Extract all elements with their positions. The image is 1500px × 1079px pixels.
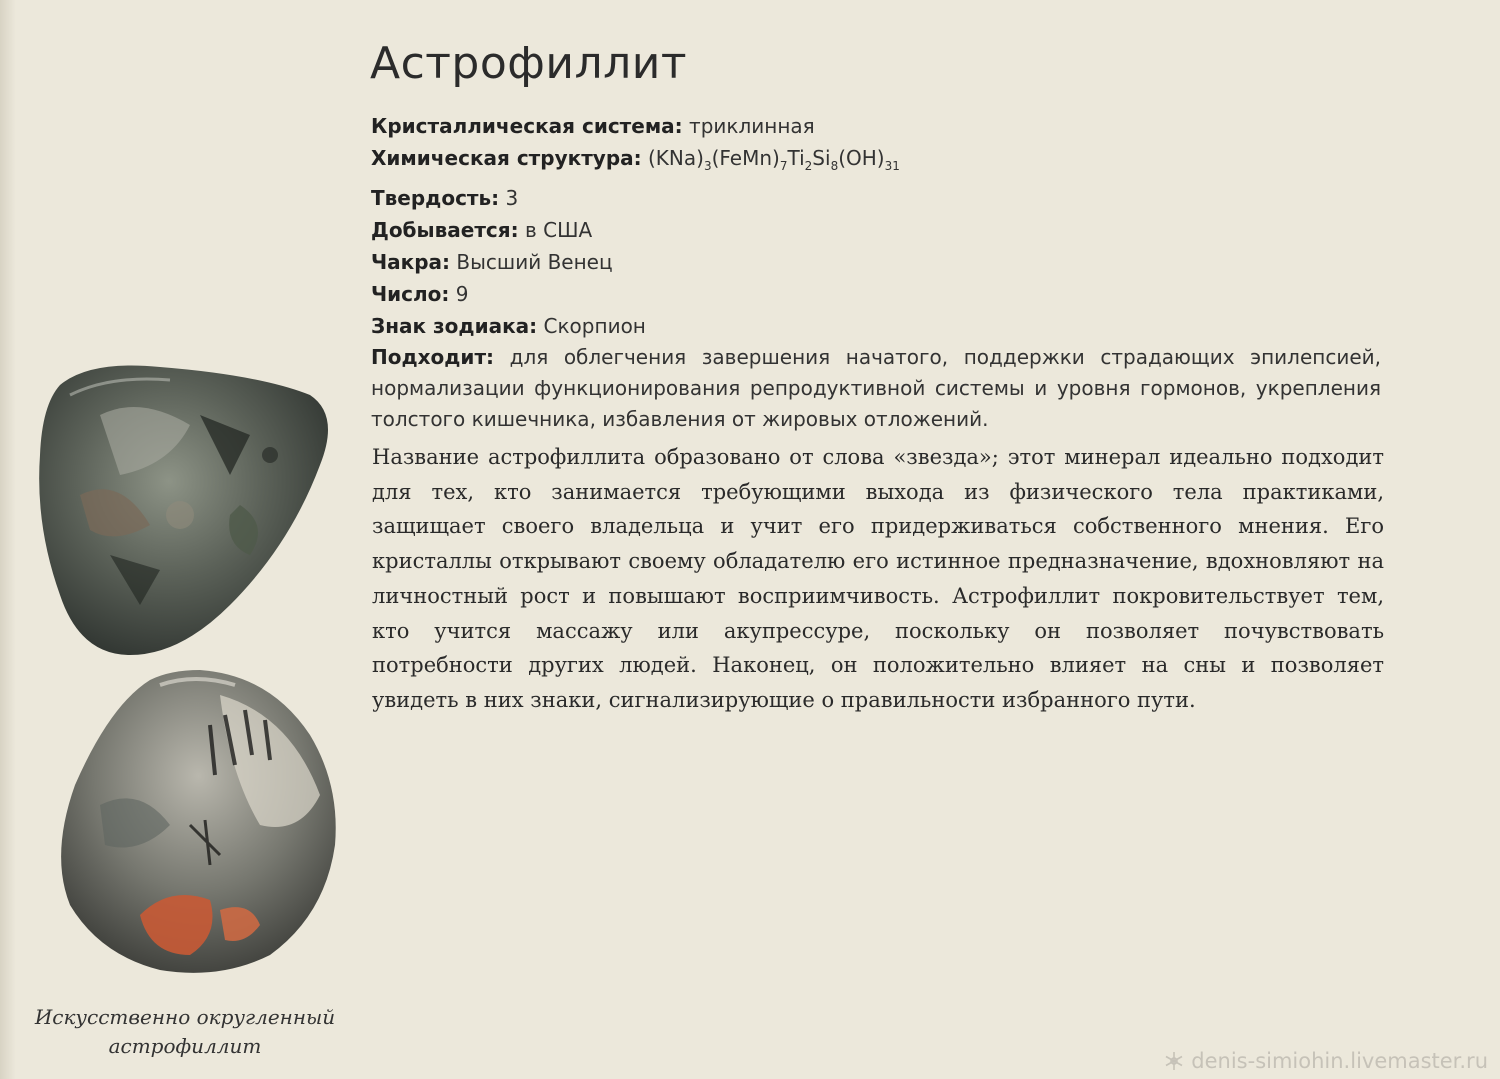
property-chakra xyxy=(371,246,1381,278)
description-paragraph: Название астрофиллита образовано от слова «звезда»; этот минерал идеально подходит для тех, кто занимается требующими выхода из физического тела практиками, защищает своего владельца и учит его придерживаться собственного мнения. Его кристаллы открывают своему обладателю его истинное предназначение, вдохновляют на личностный рост и повышают восприимчивость. Астрофиллит покровительствует тем, кто учится массажу или акупрессуре, поскольку он позволяет почувствовать потребности других людей. Наконец, он положительно влияет на сны и позволяет увидеть в них знаки, сигнализирующие о правильности избранного пути. xyxy=(372,445,1384,712)
property-crystal-system xyxy=(371,110,1381,142)
snowflake-icon xyxy=(1163,1050,1185,1072)
property-label: Чакра: xyxy=(371,250,451,274)
property-value: 3 xyxy=(505,186,519,210)
stone-bottom xyxy=(61,670,336,973)
property-label: Подходит: xyxy=(371,345,495,369)
property-hardness xyxy=(371,182,1381,214)
watermark-text: denis-simiohin.livemaster.ru xyxy=(1191,1049,1488,1073)
formula-group: (OH) xyxy=(838,146,885,170)
property-label: Добывается: xyxy=(371,218,519,242)
image-caption xyxy=(20,1003,350,1061)
property-value: для облегчения завершения начатого, поддержки страдающих эпилепсией, нормализации функционирования репродуктивной системы и уровня гормонов, укрепления толстого кишечника, избавления от жировых отложений. xyxy=(371,345,1381,431)
property-value: Высший Венец xyxy=(456,250,613,274)
stone-top xyxy=(39,365,328,655)
formula-subscript: 3 xyxy=(703,159,712,173)
formula-group: Ti xyxy=(787,146,805,170)
formula-group: Si xyxy=(812,146,831,170)
mineral-title: Астрофиллит xyxy=(370,38,687,89)
property-value: 9 xyxy=(455,282,469,306)
property-suits-for xyxy=(371,342,1381,435)
page-edge-shadow xyxy=(0,0,16,1079)
property-value: триклинная xyxy=(689,114,815,138)
property-label: Число: xyxy=(371,282,450,306)
formula-group: (KNa) xyxy=(648,146,704,170)
formula-subscript: 7 xyxy=(779,159,788,173)
property-label: Кристаллическая система: xyxy=(371,114,683,138)
watermark xyxy=(1163,1049,1488,1073)
property-value: Скорпион xyxy=(543,314,646,338)
formula-subscript: 2 xyxy=(804,159,813,173)
formula-subscript: 31 xyxy=(884,159,900,173)
property-label: Знак зодиака: xyxy=(371,314,538,338)
property-value: в США xyxy=(524,218,593,242)
caption-line: Искусственно округленный xyxy=(34,1005,336,1029)
property-number xyxy=(371,278,1381,310)
property-label: Твердость: xyxy=(371,186,500,210)
caption-line: астрофиллит xyxy=(108,1034,262,1058)
property-mined xyxy=(371,214,1381,246)
chemical-formula xyxy=(648,146,900,173)
property-chemical-structure xyxy=(371,142,1381,182)
astrophyllite-stones-image xyxy=(20,355,350,995)
formula-group: (FeMn) xyxy=(711,146,780,170)
property-label: Химическая структура: xyxy=(371,146,642,170)
formula-subscript: 8 xyxy=(830,159,839,173)
properties-list xyxy=(371,110,1381,435)
property-zodiac xyxy=(371,310,1381,342)
